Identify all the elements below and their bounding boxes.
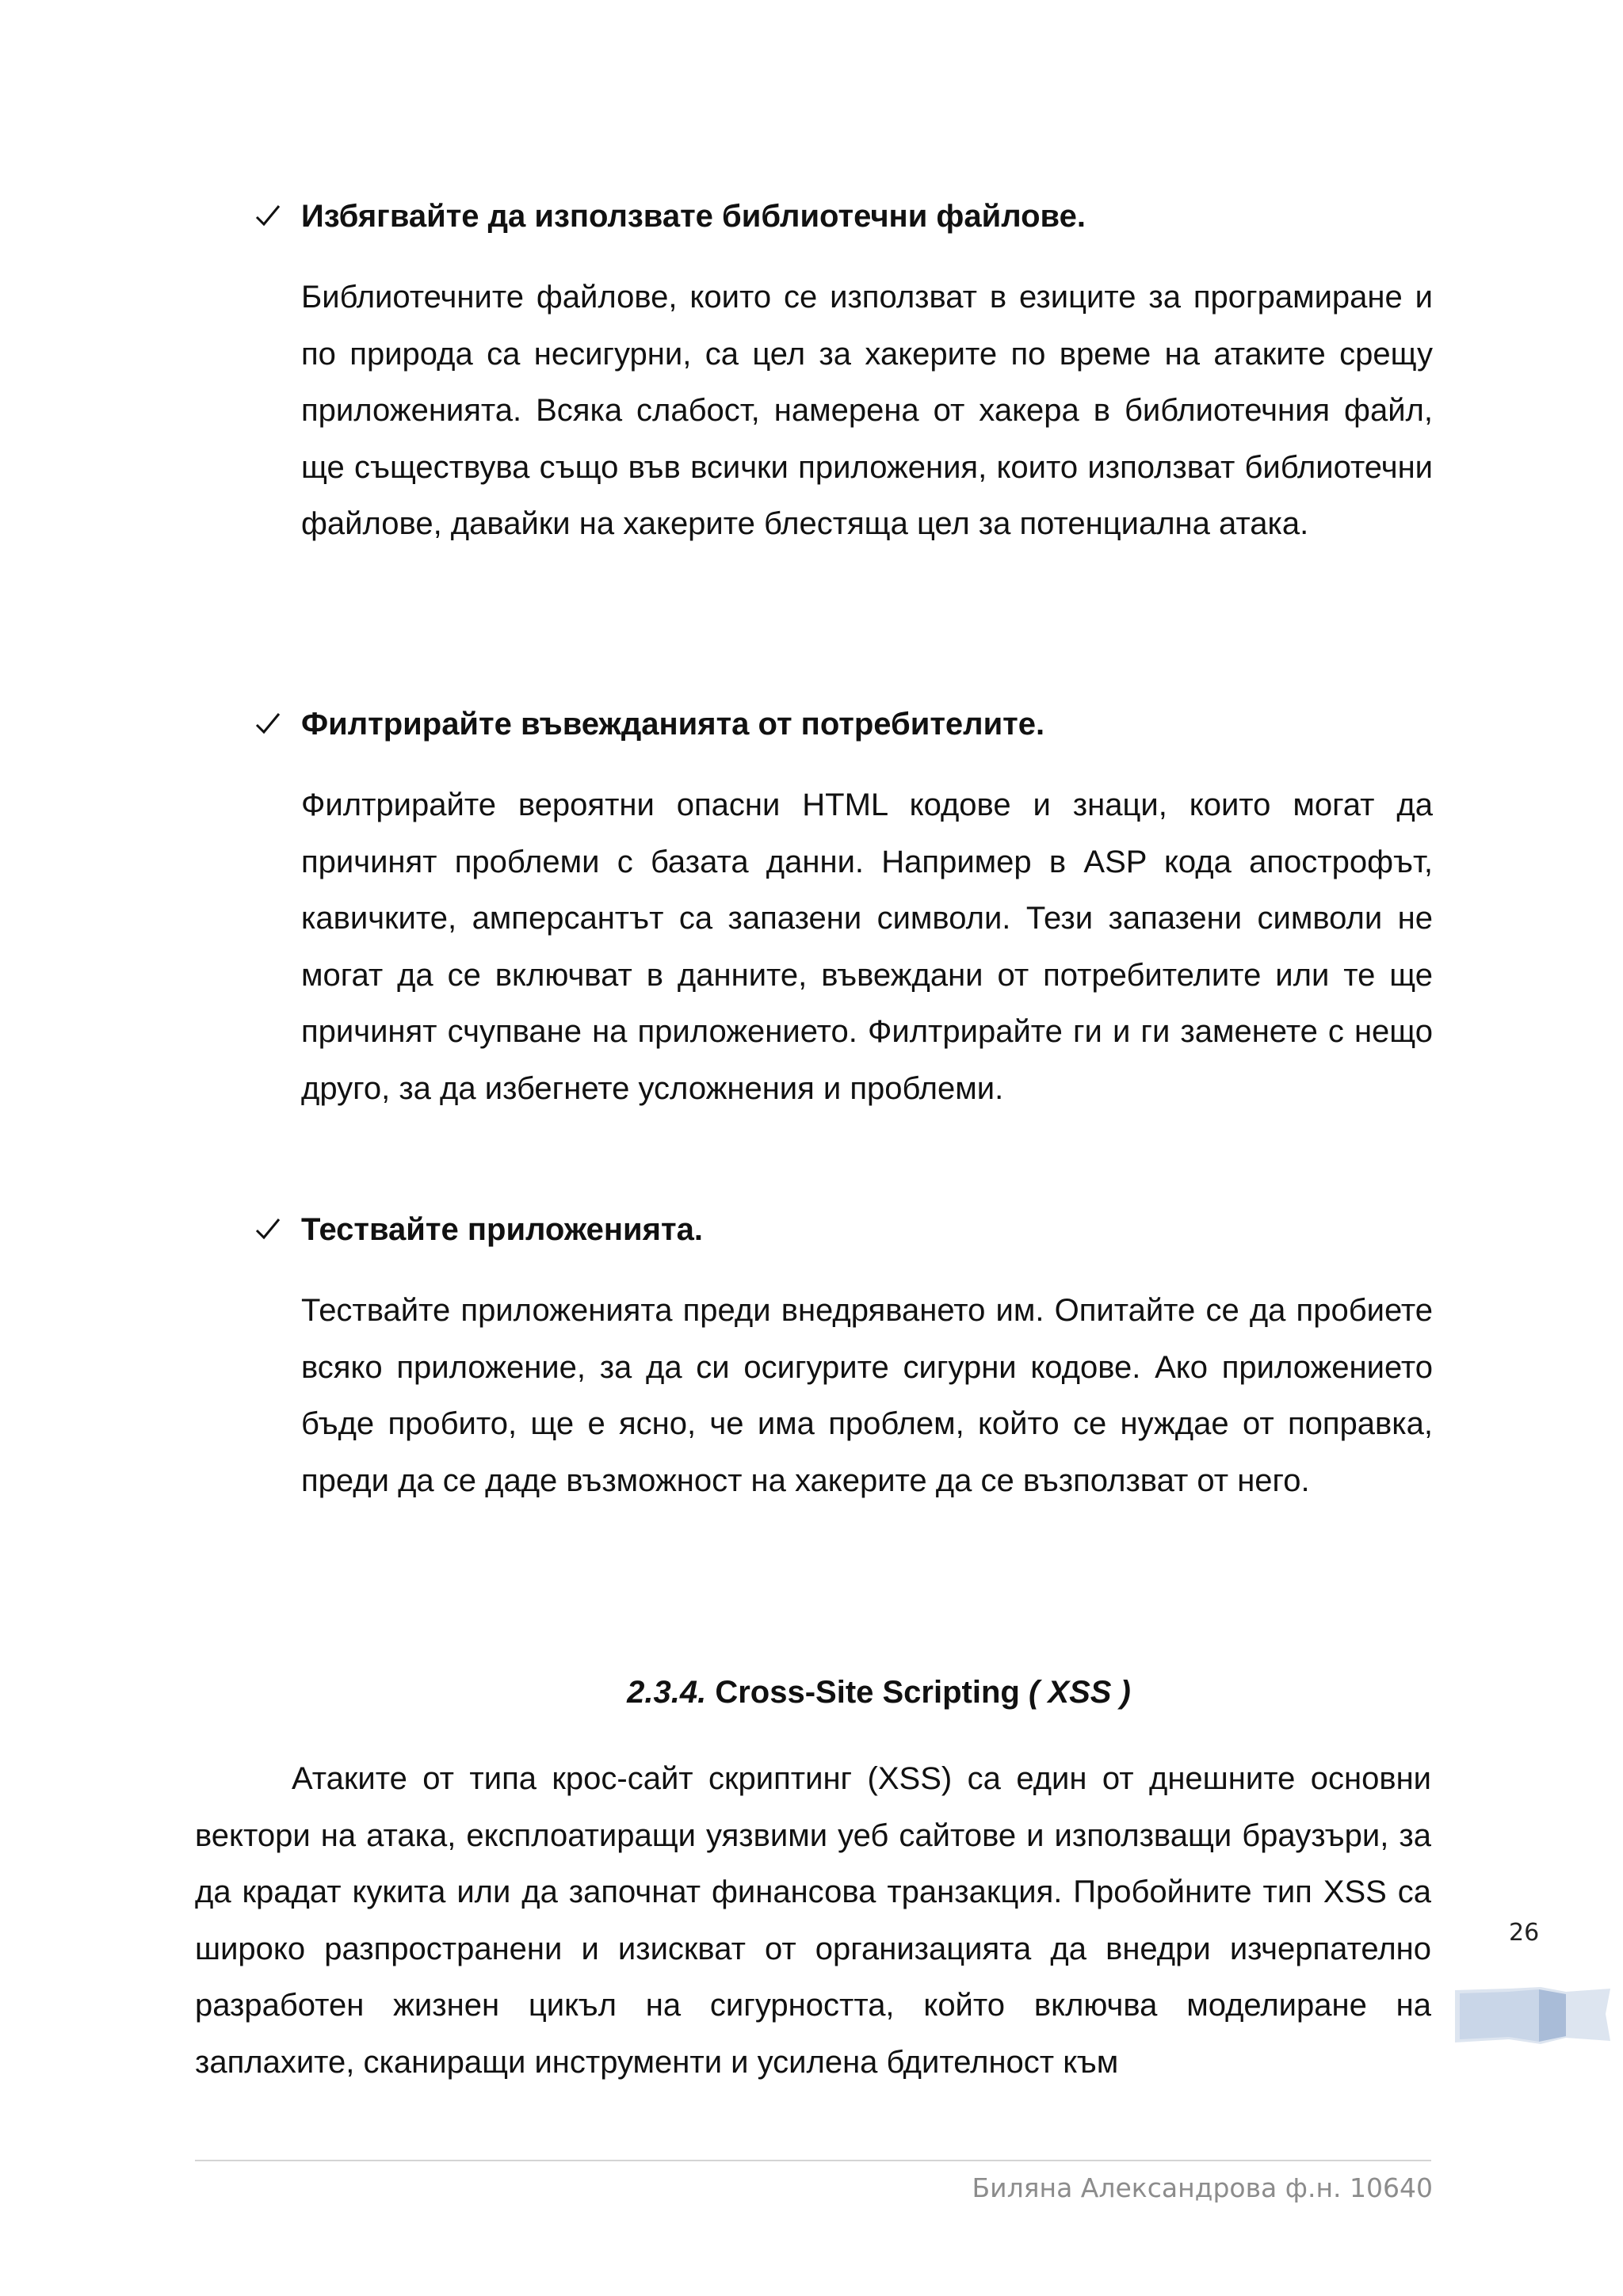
footer-divider	[195, 2160, 1431, 2161]
page-number: 26	[1509, 1919, 1540, 1947]
bullet-heading-text: Избягвайте да използвате библиотечни файлове.	[301, 199, 1086, 234]
bullet-item-filter-input	[252, 704, 1441, 1117]
bullet-heading-text: Филтрирайте въвежданията от потребителите.	[301, 707, 1045, 742]
section-title: Cross-Site Scripting	[715, 1675, 1020, 1710]
bullet-body-text: Тествайте приложенията преди внедряването им. Опитайте се да пробиете всяко приложение, за да си осигурите сигурни кодове. Ако приложението бъде пробито, ще е ясно, че има проблем, който се нуждае от поправка, преди да се даде възможност на хакерите да се възползват от него.	[301, 1293, 1433, 1498]
bullet-heading-text: Тествайте приложенията.	[301, 1212, 703, 1247]
xss-intro-paragraph: Атаките от типа крос-сайт скриптинг (XSS) са един от днешните основни вектори на атака, експлоатиращи уязвими уеб сайтове и използващи браузъри, за да крадат кукита или да започнат финансова транзакция. Пробойните тип XSS са широко разпространени и изискват от организацията да внедри изчерпателно разработен жизнен цикъл на сигурността, който включва моделиране на заплахите, сканиращи инструменти и усилена бдителност към	[195, 1761, 1431, 2080]
checkmark-icon	[252, 200, 284, 231]
bullet-item-test-apps	[252, 1210, 1441, 1509]
bullet-heading	[252, 196, 1441, 236]
section-heading	[0, 1672, 1623, 1713]
section-abbreviation: ( XSS )	[1028, 1675, 1131, 1710]
section-number: 2.3.4.	[627, 1675, 707, 1710]
checkmark-icon	[252, 1213, 284, 1245]
bullet-item-library-files	[252, 196, 1441, 553]
footer-author: Биляна Александрова ф.н. 10640	[972, 2172, 1433, 2203]
bullet-heading	[252, 1210, 1441, 1249]
bullet-heading	[252, 704, 1441, 744]
bullet-body-text: Библиотечните файлове, които се използват в езиците за програмиране и по природа са несигурни, са цел за хакерите по време на атаките срещу приложенията. Всяка слабост, намерена от хакера в библиотечния файл, ще съществува също във всички приложения, които използват библиотечни файлове, давайки на хакерите блестяща цел за потенциална атака.	[301, 280, 1433, 541]
checkmark-icon	[252, 707, 284, 739]
bullet-body-text: Филтрирайте вероятни опасни HTML кодове и знаци, които могат да причинят проблеми с базата данни. Например в ASP кода апострофът, кавичките, амперсантът са запазени символи. Тези запазени символи не могат да се включват в данните, въвеждани от потребителите или те ще причинят счупване на приложението. Филтрирайте ги и ги заменете с нещо друго, за да избегнете усложнения и проблеми.	[301, 788, 1433, 1106]
page-tab-decoration	[1455, 1987, 1610, 2044]
